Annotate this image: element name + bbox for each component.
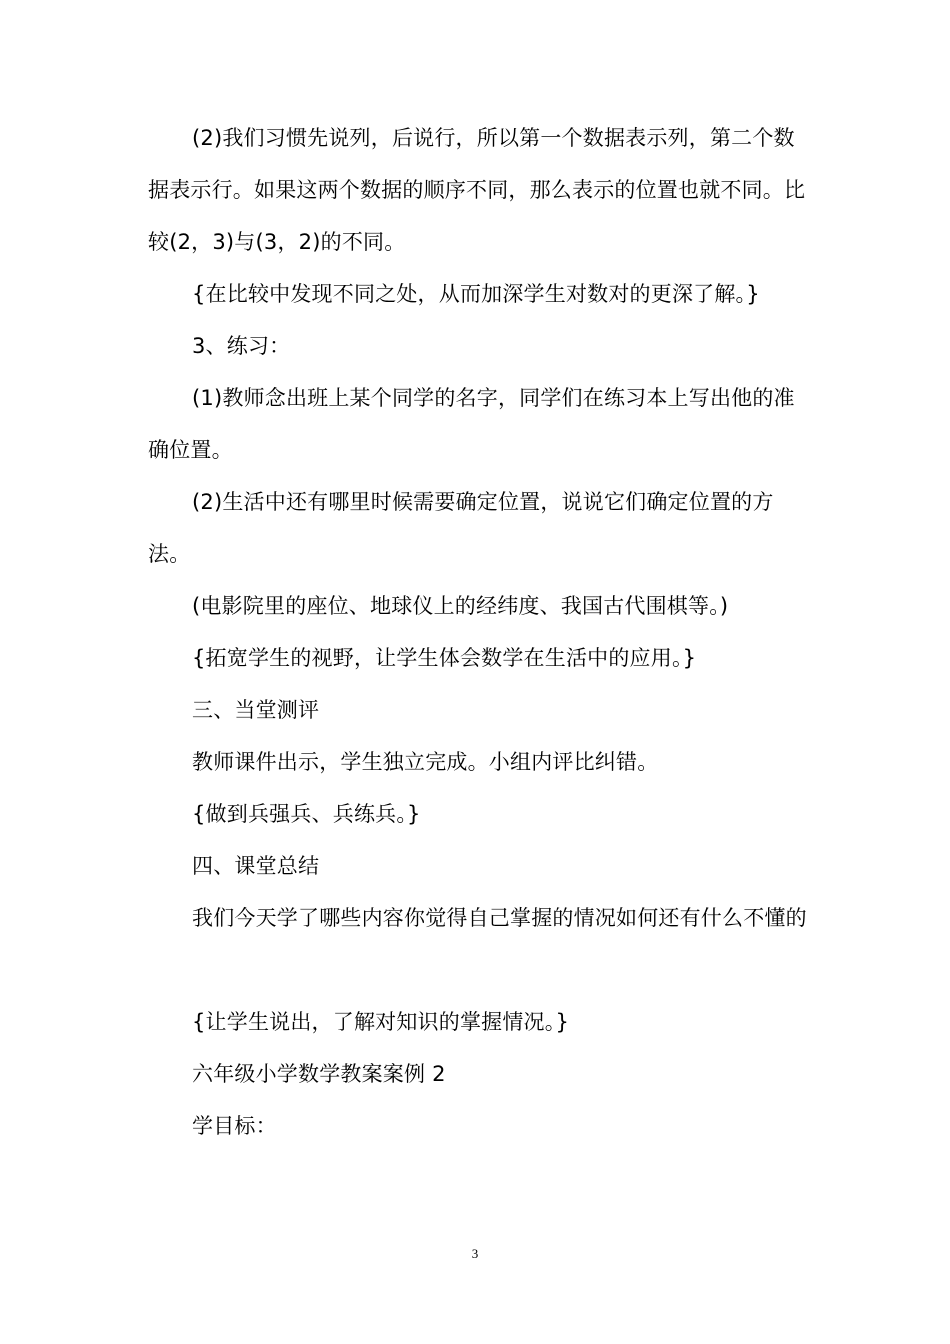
page-number: 3 [471, 1246, 479, 1261]
paragraph-order-explanation: (2)我们习惯先说列，后说行，所以第一个数据表示列，第二个数据表示行。如果这两个数据的顺序不同，那么表示的位置也就不同。比较(2，3)与(3，2)的不同。 [148, 126, 806, 254]
paragraph-case-title: 六年级小学数学教案案例 2 [192, 1062, 446, 1086]
paragraph-practice-1: (1)教师念出班上某个同学的名字，同学们在练习本上写出他的准确位置。 [148, 386, 795, 462]
paragraph-summary-question: 我们今天学了哪些内容你觉得自己掌握的情况如何还有什么不懂的 [192, 906, 807, 930]
paragraph-assessment: 教师课件出示，学生独立完成。小组内评比纠错。 [192, 750, 659, 774]
paragraph-practice-heading: 3、练习： [192, 334, 291, 358]
paragraph-summary-note: {让学生说出，了解对知识的掌握情况。} [192, 1010, 570, 1034]
paragraph-practice-2: (2)生活中还有哪里时候需要确定位置，说说它们确定位置的方法。 [148, 490, 774, 566]
section-heading-summary: 四、课堂总结 [192, 854, 320, 878]
paragraph-examples: (电影院里的座位、地球仪上的经纬度、我国古代围棋等。) [192, 594, 729, 618]
paragraph-comparison-note: {在比较中发现不同之处，从而加深学生对数对的更深了解。} [192, 282, 760, 306]
paragraph-objectives-heading: 学目标： [192, 1114, 277, 1138]
paragraph-assessment-note: {做到兵强兵、兵练兵。} [192, 802, 421, 826]
section-heading-assessment: 三、当堂测评 [192, 698, 320, 722]
paragraph-application-note: {拓宽学生的视野，让学生体会数学在生活中的应用。} [192, 646, 697, 670]
